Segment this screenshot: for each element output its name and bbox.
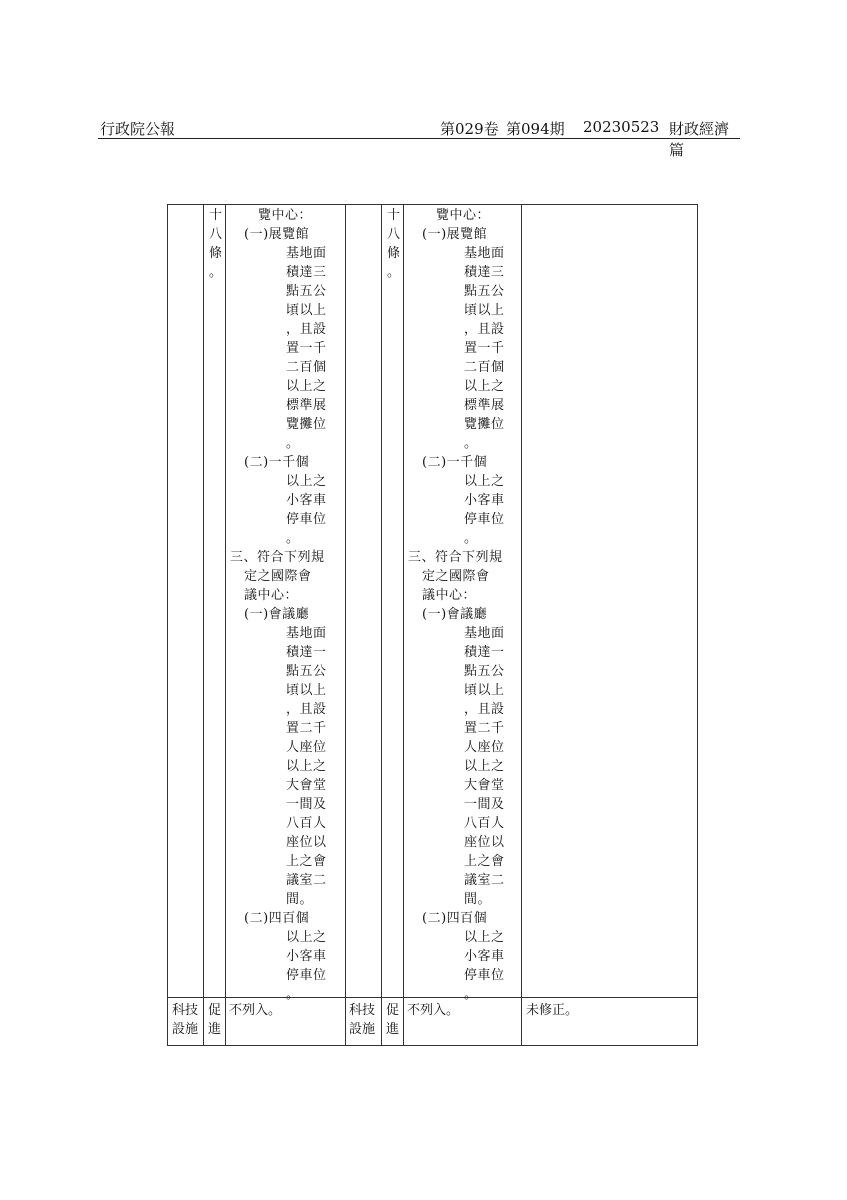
provision-line: 三、符合下列規 bbox=[230, 550, 325, 565]
provision-line: (二)一千個 bbox=[244, 455, 310, 470]
provision-line: (一)會議廳 bbox=[244, 607, 310, 622]
cell-text: 不列入。 bbox=[407, 1003, 460, 1018]
article-char: 八 bbox=[387, 227, 401, 242]
provision-line: ，且設 bbox=[464, 702, 505, 717]
provision-line: 八百人 bbox=[286, 816, 327, 831]
volume-number: 第029卷 bbox=[440, 120, 499, 138]
provision-line: 積達三 bbox=[464, 265, 505, 280]
provision-line: 置一千 bbox=[464, 341, 505, 356]
provision-line: 積達一 bbox=[286, 645, 327, 660]
provision-line: 以上之 bbox=[464, 474, 505, 489]
article-char: 。 bbox=[387, 265, 401, 280]
provision-line: ，且設 bbox=[286, 322, 327, 337]
row-label: 進 bbox=[386, 1022, 400, 1037]
provision-line: 積達一 bbox=[464, 645, 505, 660]
row-label: 設施 bbox=[349, 1022, 376, 1037]
provision-line: 覽攤位 bbox=[286, 417, 327, 432]
provision-line: 八百人 bbox=[464, 816, 505, 831]
provision-line: (二)四百個 bbox=[422, 911, 488, 926]
provision-line: 二百個 bbox=[464, 360, 505, 375]
provision-line: ，且設 bbox=[286, 702, 327, 717]
provision-line: 頃以上 bbox=[286, 303, 327, 318]
provision-line: 人座位 bbox=[464, 740, 505, 755]
provision-line: 三、符合下列規 bbox=[408, 550, 503, 565]
provision-line: 議中心： bbox=[422, 588, 477, 603]
provision-line: 間。 bbox=[286, 892, 314, 907]
provision-line: 座位以 bbox=[464, 835, 505, 850]
provision-line: 。 bbox=[464, 987, 478, 1002]
provision-line: 頃以上 bbox=[286, 683, 327, 698]
issue-number: 第094期 bbox=[506, 120, 565, 138]
provision-line: (一)會議廳 bbox=[422, 607, 488, 622]
provision-line: 以上之 bbox=[286, 759, 327, 774]
grid-line bbox=[521, 205, 522, 1046]
provision-line: 定之國際會 bbox=[422, 569, 490, 584]
provision-line: 標準展 bbox=[464, 398, 505, 413]
provision-line: 上之會 bbox=[286, 854, 327, 869]
provision-line: 上之會 bbox=[464, 854, 505, 869]
provision-line: 置二千 bbox=[286, 721, 327, 736]
provision-line: 積達三 bbox=[286, 265, 327, 280]
provision-line: 標準展 bbox=[286, 398, 327, 413]
provision-line: 二百個 bbox=[286, 360, 327, 375]
provision-line: (一)展覽館 bbox=[422, 227, 488, 242]
provision-line: 一間及 bbox=[464, 797, 505, 812]
provision-line: 基地面 bbox=[286, 246, 327, 261]
comparison-table bbox=[167, 204, 698, 1046]
provision-line: 。 bbox=[286, 987, 300, 1002]
provision-line: 點五公 bbox=[286, 284, 327, 299]
row-label: 科技 bbox=[349, 1003, 376, 1018]
provision-line: 小客車 bbox=[286, 949, 327, 964]
provision-line: 間。 bbox=[464, 892, 492, 907]
provision-line: 覽中心： bbox=[258, 208, 313, 223]
provision-line: 以上之 bbox=[286, 930, 327, 945]
provision-line: 置二千 bbox=[464, 721, 505, 736]
provision-line: 定之國際會 bbox=[244, 569, 312, 584]
row-label: 設施 bbox=[172, 1022, 199, 1037]
provision-line: 以上之 bbox=[286, 379, 327, 394]
provision-line: (一)展覽館 bbox=[244, 227, 310, 242]
article-char: 十 bbox=[387, 208, 401, 223]
provision-line: 一間及 bbox=[286, 797, 327, 812]
issue-date: 20230523 bbox=[583, 118, 660, 136]
provision-line: 小客車 bbox=[286, 493, 327, 508]
provision-line: 。 bbox=[286, 531, 300, 546]
section-name: 財政經濟篇 bbox=[669, 120, 730, 159]
row-label: 促 bbox=[386, 1003, 400, 1018]
article-char: 十 bbox=[209, 208, 223, 223]
grid-line bbox=[203, 205, 204, 1046]
provision-line: 小客車 bbox=[464, 949, 505, 964]
provision-line: 基地面 bbox=[464, 626, 505, 641]
provision-line: 停車位 bbox=[464, 968, 505, 983]
provision-line: 頃以上 bbox=[464, 683, 505, 698]
provision-line: 議室二 bbox=[464, 873, 505, 888]
row-divider bbox=[168, 997, 697, 998]
cell-text: 不列入。 bbox=[229, 1003, 282, 1018]
cell-text: 未修正。 bbox=[526, 1003, 579, 1018]
provision-line: 覽攤位 bbox=[464, 417, 505, 432]
row-label: 進 bbox=[208, 1022, 222, 1037]
provision-line: 停車位 bbox=[464, 512, 505, 527]
provision-line: 以上之 bbox=[286, 474, 327, 489]
article-char: 。 bbox=[209, 265, 223, 280]
provision-line: 停車位 bbox=[286, 512, 327, 527]
grid-line bbox=[225, 205, 226, 1046]
grid-line bbox=[403, 205, 404, 1046]
provision-line: 點五公 bbox=[286, 664, 327, 679]
provision-line: 點五公 bbox=[464, 284, 505, 299]
provision-line: ，且設 bbox=[464, 322, 505, 337]
provision-line: 置一千 bbox=[286, 341, 327, 356]
provision-line: 人座位 bbox=[286, 740, 327, 755]
provision-line: 小客車 bbox=[464, 493, 505, 508]
provision-line: 。 bbox=[286, 436, 300, 451]
provision-line: 基地面 bbox=[464, 246, 505, 261]
provision-line: 議中心： bbox=[244, 588, 299, 603]
grid-line bbox=[345, 205, 346, 1046]
provision-line: 座位以 bbox=[286, 835, 327, 850]
publication-title: 行政院公報 bbox=[100, 120, 176, 138]
provision-line: (二)一千個 bbox=[422, 455, 488, 470]
provision-line: 頃以上 bbox=[464, 303, 505, 318]
provision-line: 大會堂 bbox=[286, 778, 327, 793]
provision-line: 停車位 bbox=[286, 968, 327, 983]
provision-line: 以上之 bbox=[464, 930, 505, 945]
article-char: 條 bbox=[209, 246, 223, 261]
provision-line: 基地面 bbox=[286, 626, 327, 641]
grid-line bbox=[381, 205, 382, 1046]
provision-line: 以上之 bbox=[464, 379, 505, 394]
provision-line: 大會堂 bbox=[464, 778, 505, 793]
provision-line: 點五公 bbox=[464, 664, 505, 679]
provision-line: 議室二 bbox=[286, 873, 327, 888]
provision-line: 。 bbox=[464, 531, 478, 546]
provision-line: (二)四百個 bbox=[244, 911, 310, 926]
provision-line: 覽中心： bbox=[436, 208, 491, 223]
provision-line: 。 bbox=[464, 436, 478, 451]
row-label: 科技 bbox=[172, 1003, 199, 1018]
article-char: 條 bbox=[387, 246, 401, 261]
page-header bbox=[98, 118, 740, 159]
article-char: 八 bbox=[209, 227, 223, 242]
row-label: 促 bbox=[208, 1003, 222, 1018]
provision-line: 以上之 bbox=[464, 759, 505, 774]
